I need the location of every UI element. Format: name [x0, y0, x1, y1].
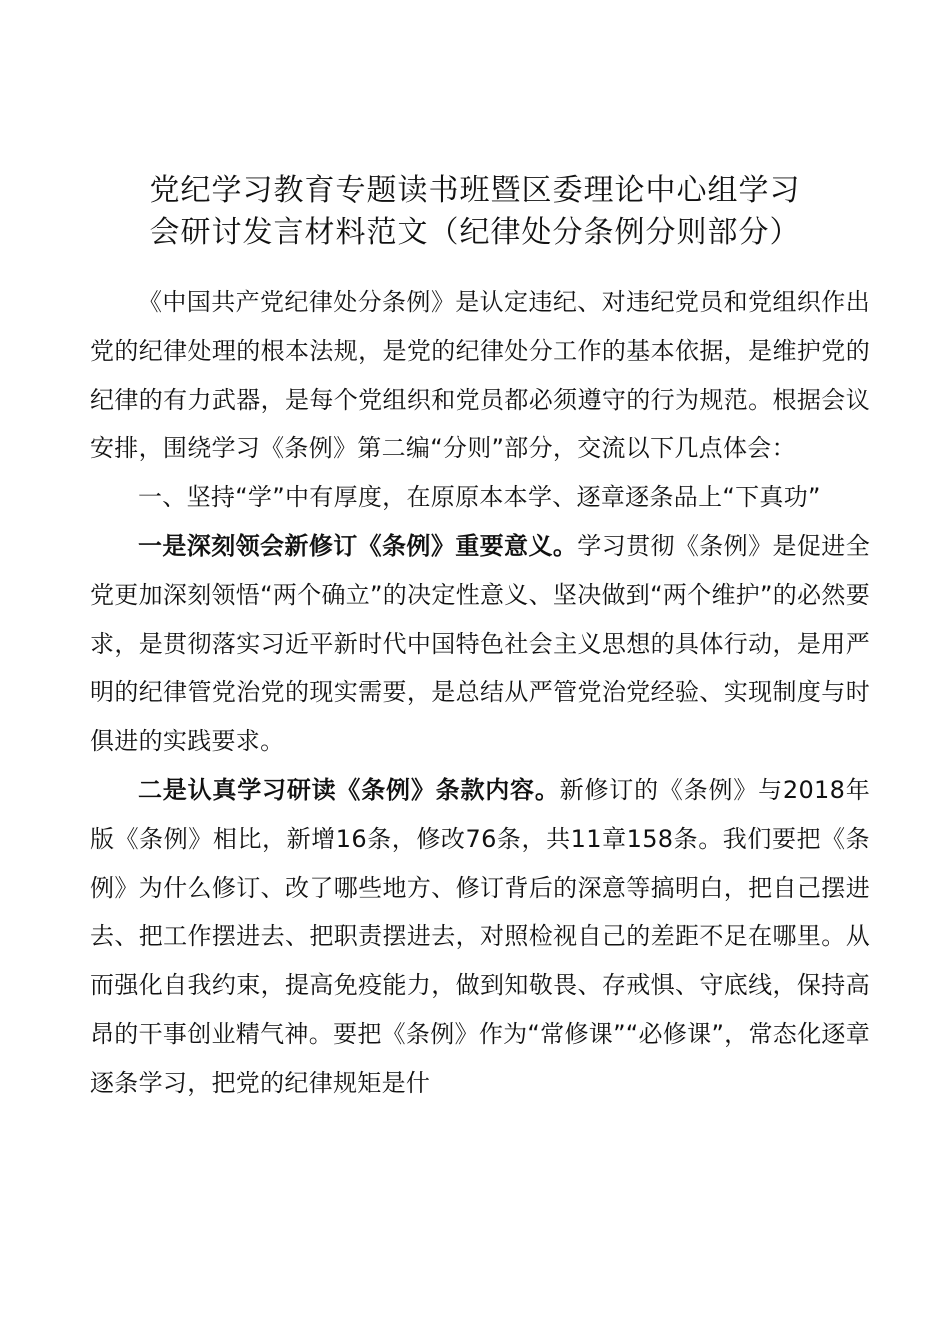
document-title [90, 170, 860, 254]
point-2-text: 新修订的《条例》与2018年版《条例》相比，新增16条，修改76条，共11章158条。我们要把《条例》为什么修订、改了哪些地方、修订背后的深意等搞明白，把自己摆进去、把工作摆进去、把职责摆进去，对照检视自己的差距不足在哪里。从而强化自我约束，提高免疫能力，做到知敬畏、存戒惧、守底线，保持高昂的干事创业精气神。要把《条例》作为“常修课”“必修课”，常态化逐章逐条学习，把党的纪律规矩是什 [90, 775, 870, 1097]
intro-paragraph: 《中国共产党纪律处分条例》是认定违纪、对违纪党员和党组织作出党的纪律处理的根本法规，是党的纪律处分工作的基本依据，是维护党的纪律的有力武器，是每个党组织和党员都必须遵守的行为规范。根据会议安排，围绕学习《条例》第二编“分则”部分，交流以下几点体会： [90, 288, 870, 463]
paragraph-point-2 [90, 766, 870, 1108]
title-line-1: 党纪学习教育专题读书班暨区委理论中心组学习 [149, 173, 801, 208]
section-heading-1: 一、坚持“学”中有厚度，在原原本本学、逐章逐条品上“下真功” [138, 483, 821, 512]
point-1-text: 学习贯彻《条例》是促进全党更加深刻领悟“两个确立”的决定性意义、坚决做到“两个维护”的必然要求，是贯彻落实习近平新时代中国特色社会主义思想的具体行动，是用严明的纪律管党治党的现实需要，是总结从严管党治党经验、实现制度与时俱进的实践要求。 [90, 531, 870, 756]
title-line-2: 会研讨发言材料范文（纪律处分条例分则部分） [149, 215, 801, 250]
document-body [90, 278, 870, 1108]
paragraph-point-1 [90, 522, 870, 766]
point-1-lead: 一是深刻领会新修订《条例》重要意义。 [138, 531, 578, 560]
point-2-lead: 二是认真学习研读《条例》条款内容。 [138, 775, 560, 804]
